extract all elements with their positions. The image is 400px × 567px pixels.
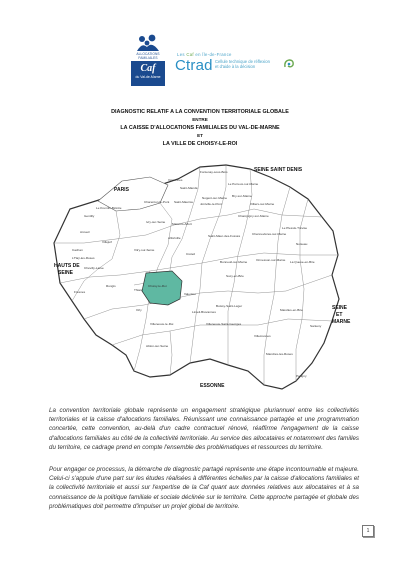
town-label: Ablon-sur-Seine (146, 344, 169, 348)
town-label: Rungis (106, 284, 116, 288)
title-line2: ENTRE (192, 117, 208, 122)
town-label: Sucy-en-Brie (226, 274, 244, 278)
town-label: Saint-Mandé (180, 186, 198, 190)
town-label: Le Plessis-Trévise (282, 226, 308, 230)
town-label: Champigny-sur-Marne (238, 214, 269, 218)
process-paragraph: Pour engager ce processus, la démarche de diagnostic partagé représente une étape incontournable et majeure. Celui-ci s'appuie d'une part sur les études réalisées à différentes échelles par la caisse d'allocations familiales et la collectivité territoriale et aussi sur l'expertise de la Caf quant aux données relatives aux allocataires et à sa connaissance de la politique familiale et sociale déclinée sur le territoire. Cette approche partagée et globale des problématiques doit permettre d'impulser un projet global de territoire. (49, 466, 359, 510)
town-label: Ormesson-sur-Marne (256, 258, 286, 262)
caf-subtitle-line1: ALLOCATIONS (136, 52, 160, 56)
town-label: Cachan (72, 248, 83, 252)
town-label: Arcueil (80, 230, 90, 234)
caf-box (131, 61, 165, 86)
town-label: Saint-Maur-des-Fossés (208, 234, 241, 238)
town-label: Noiseau (296, 242, 308, 246)
town-label: Mandres-les-Roses (266, 352, 293, 356)
town-label: Maisons-Alfort (172, 222, 192, 226)
town-label: Fresnes (74, 290, 86, 294)
ctrad-desc-line1: Cellule technique de réflexion (215, 59, 270, 64)
ctrad-tagline-highlight: Caf (186, 52, 194, 57)
town-label: Le Kremlin-Bicêtre (96, 206, 122, 210)
ctrad-description (215, 59, 285, 69)
town-label: Chennevières-sur-Marne (252, 232, 287, 236)
town-label: Vincennes (168, 178, 183, 182)
town-label: Gentilly (84, 214, 95, 218)
town-label: Villiers-sur-Marne (250, 202, 275, 206)
town-label: Villejuif (102, 240, 112, 244)
town-label: Alfortville (168, 236, 181, 240)
region-seine-et-marne-3: MARNE (332, 319, 351, 325)
title-line1: DIAGNOSTIC RELATIF A LA CONVENTION TERRITORIALE GLOBALE (111, 109, 289, 115)
region-paris: PARIS (114, 187, 129, 193)
town-label: Nogent-sur-Marne (202, 196, 228, 200)
ctrad-name: Ctrad (175, 57, 213, 74)
title-line5: LA VILLE DE CHOISY-LE-ROI (162, 141, 238, 147)
region-hauts-de-seine-1: HAUTS DE (54, 263, 80, 269)
town-label: Villecresnes (254, 334, 271, 338)
town-label: Villeneuve-le-Roi (150, 322, 174, 326)
town-label: Charenton-le-Pont (144, 200, 170, 204)
town-label: Le Perreux-sur-Marne (228, 182, 259, 186)
caf-subtitle (130, 53, 166, 60)
town-label: La Queue-en-Brie (290, 260, 315, 264)
town-label: L'Haÿ-les-Roses (72, 256, 95, 260)
town-label: Chevilly-Larue (84, 266, 104, 270)
town-label: Saint-Maurice (174, 200, 194, 204)
region-seine-et-marne-1: SEINE (332, 305, 348, 311)
region-hauts-de-seine-2: SEINE (58, 270, 74, 276)
intro-paragraph: La convention territoriale globale représente un engagement stratégique pluriannuel entre les collectivités territoriales et la caisse d'allocations familiales. Réunissant une connaissance partagée et une programmation concertée, cette convention, au-delà d'un cadre contractuel rénové, réaffirme l'engagement de la caisse d'allocations familiales au côté de la collectivité territoriale. Au service des allocataires et notamment des familles du territoire, ce cadrage prend en compte l'ensemble des problématiques et ressources du territoire. (49, 407, 359, 451)
region-seine-saint-denis: SEINE SAINT DENIS (254, 167, 303, 173)
town-label: Thiais (134, 288, 143, 292)
town-label: Bry-sur-Marne (232, 194, 252, 198)
town-label: Créteil (186, 252, 195, 256)
town-label: Valenton (184, 292, 196, 296)
town-label: Boissy-Saint-Léger (216, 304, 243, 308)
town-label: Périgny (296, 374, 307, 378)
town-label: Joinville-le-Pont (200, 202, 222, 206)
town-label: Santeny (310, 324, 322, 328)
town-label: Villeneuve-Saint-Georges (206, 322, 242, 326)
town-label: Choisy-le-Roi (148, 284, 167, 288)
val-de-marne-map (50, 159, 357, 393)
ctrad-tagline-part2: en Île-de-France (195, 52, 232, 57)
department-outline (54, 165, 339, 389)
town-label: Fontenay-sous-Bois (200, 170, 228, 174)
town-label: Marolles-en-Brie (280, 308, 303, 312)
caf-logo (130, 34, 166, 86)
ctrad-desc-line2: et d'aide à la décision (215, 64, 256, 69)
title-line4: ET (197, 133, 203, 138)
town-label: Bonneuil-sur-Marne (220, 260, 248, 264)
region-essonne: ESSONNE (200, 383, 225, 389)
ctrad-tagline-part1: Les (177, 52, 185, 57)
choisy-le-roi-highlight (142, 271, 182, 305)
town-label: Vitry-sur-Seine (134, 248, 155, 252)
town-label: Orly (136, 308, 142, 312)
document-title (60, 108, 340, 148)
caf-dept: du Val-de-Marne (135, 75, 161, 79)
ctrad-swirl-icon (283, 58, 295, 70)
ctrad-logo (175, 52, 305, 80)
town-label: Ivry-sur-Seine (146, 220, 166, 224)
caf-word: Caf (140, 63, 156, 74)
region-seine-et-marne-2: ET (336, 312, 343, 318)
town-label: Limeil-Brévannes (192, 310, 216, 314)
title-line3: LA CAISSE D'ALLOCATIONS FAMILIALES DU VAL-DE-MARNE (120, 125, 280, 131)
page-number: 1 (362, 525, 374, 537)
caf-family-icon (136, 34, 160, 52)
map-svg (50, 159, 357, 393)
caf-subtitle-line2: FAMILIALES (138, 55, 158, 60)
